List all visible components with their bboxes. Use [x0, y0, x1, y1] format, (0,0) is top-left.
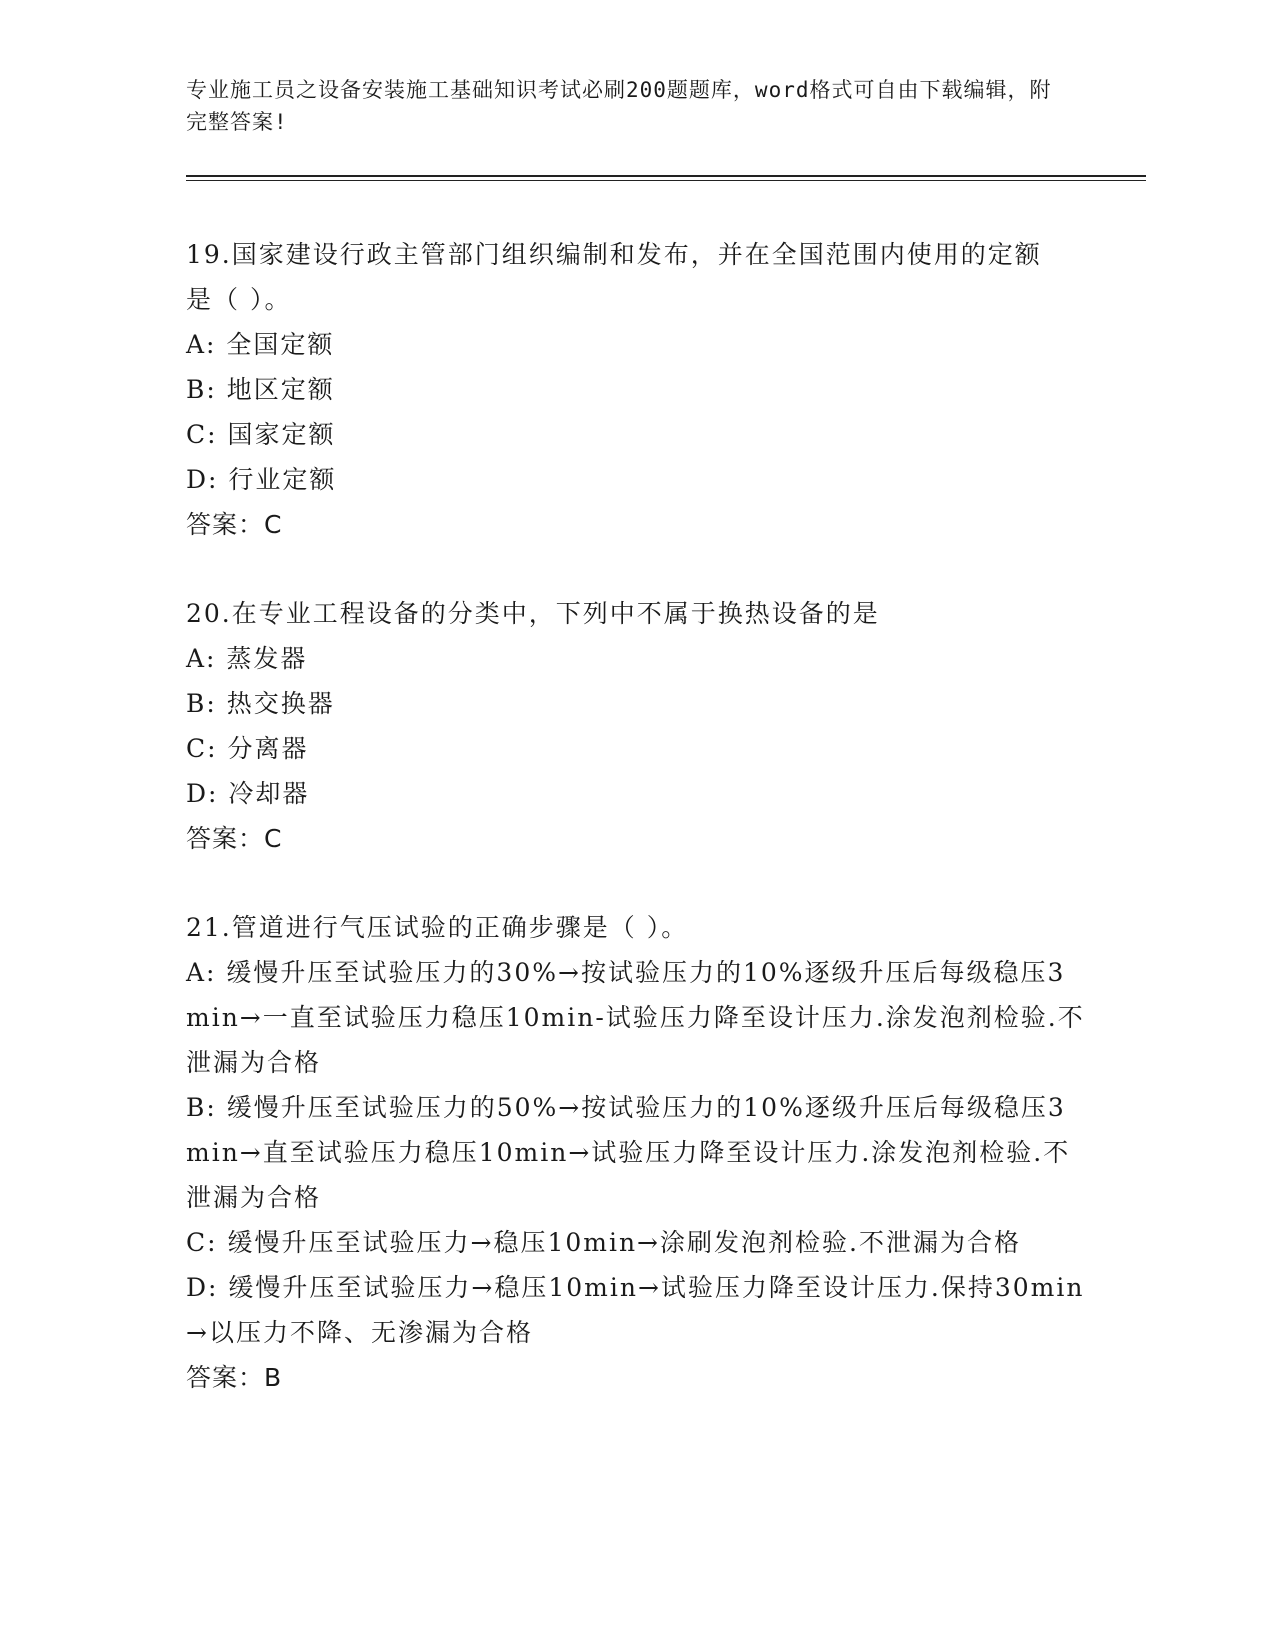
option-a: A: 全国定额 — [186, 330, 335, 359]
option-b: B: 热交换器 — [186, 689, 335, 718]
option-c: C: 国家定额 — [186, 420, 336, 449]
option-b: B: 地区定额 — [186, 375, 335, 404]
option-c: C: 缓慢升压至试验压力→稳压10min→涂刷发泡剂检验.不泄漏为合格 — [186, 1228, 1021, 1257]
question-19 — [186, 232, 1086, 547]
document-header-title: 专业施工员之设备安装施工基础知识考试必刷200题题库，word格式可自由下载编辑，附完整答案! — [186, 78, 1052, 134]
option-d: D: 缓慢升压至试验压力→稳压10min→试验压力降至设计压力.保持30min→以压力不降、无渗漏为合格 — [186, 1273, 1085, 1347]
question-21 — [186, 905, 1086, 1400]
question-list — [186, 232, 1086, 1444]
question-stem: 20.在专业工程设备的分类中，下列中不属于换热设备的是 — [186, 599, 880, 628]
answer-line: 答案：B — [186, 1363, 283, 1392]
option-a: A: 蒸发器 — [186, 644, 308, 673]
question-stem: 21.管道进行气压试验的正确步骤是（ ）。 — [186, 913, 689, 942]
question-20 — [186, 591, 1086, 861]
question-stem: 19.国家建设行政主管部门组织编制和发布，并在全国范围内使用的定额是（ ）。 — [186, 240, 1042, 314]
option-d: D: 行业定额 — [186, 465, 337, 494]
option-d: D: 冷却器 — [186, 779, 310, 808]
option-c: C: 分离器 — [186, 734, 309, 763]
answer-line: 答案：C — [186, 510, 283, 539]
option-a: A: 缓慢升压至试验压力的30%→按试验压力的10%逐级升压后每级稳压3min→一直至试验压力稳压10min-试验压力降至设计压力.涂发泡剂检验.不泄漏为合格 — [186, 958, 1085, 1077]
header-divider-thick — [186, 175, 1146, 177]
option-b: B: 缓慢升压至试验压力的50%→按试验压力的10%逐级升压后每级稳压3min→直至试验压力稳压10min→试验压力降至设计压力.涂发泡剂检验.不泄漏为合格 — [186, 1093, 1071, 1212]
header-divider-thin — [186, 180, 1146, 181]
answer-line: 答案：C — [186, 824, 283, 853]
